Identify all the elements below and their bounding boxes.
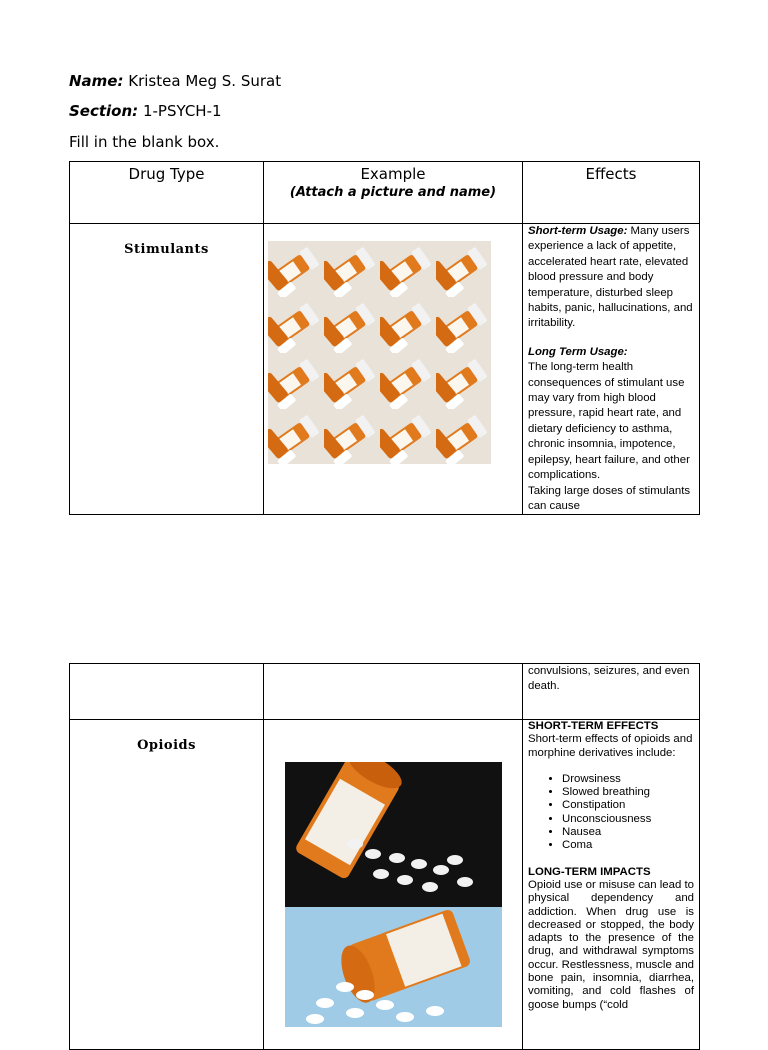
opioids-short-term-list [528, 773, 694, 853]
long-term-text-2: Taking large doses of stimulants can cause [528, 484, 691, 512]
name-line [69, 72, 281, 90]
example-header [264, 162, 523, 224]
opioids-name: Opioids [137, 738, 196, 753]
spilled-pills-bottle-photo-bottom [285, 907, 502, 1027]
drug-type-header-label: Drug Type [128, 165, 205, 183]
long-term-label: Long Term Usage: [528, 345, 628, 358]
opioids-effects-cell [523, 720, 700, 1050]
continued-empty-cell-1 [70, 664, 264, 720]
list-item: • Slowed breathing [562, 786, 694, 799]
example-header-label: Example [360, 165, 426, 183]
section-label: Section: [69, 102, 139, 120]
stimulants-name: Stimulants [124, 242, 209, 257]
continued-effects-cell [523, 664, 700, 720]
opioids-cell [70, 720, 264, 1050]
name-value: Kristea Meg S. Surat [128, 72, 282, 90]
continued-row [70, 664, 700, 720]
opioids-long-term-heading: LONG-TERM IMPACTS [528, 865, 651, 878]
opioids-short-term-heading: SHORT-TERM EFFECTS [528, 720, 659, 732]
instruction-text: Fill in the blank box. [69, 133, 220, 151]
spilled-pills-bottle-photo-top [285, 762, 502, 907]
section-value: 1-PSYCH-1 [142, 102, 222, 120]
continued-text: convulsions, seizures, and even death. [528, 665, 690, 693]
stimulants-effects-cell [523, 224, 700, 515]
table-header-row [70, 162, 700, 224]
opioids-long-term-text: Opioid use or misuse can lead to physical dependency and addiction. When drug use is decreased or stopped, the body adapts to the presence of the drug, and withdrawal symptoms occur. Restlessness, muscle and bone pain, insomnia, diarrhea, vomiting, and cold flashes of goose bumps (“cold [528, 878, 694, 1011]
opioids-example-cell [264, 720, 523, 1050]
drug-table [69, 161, 700, 515]
list-item: • Coma [562, 839, 694, 852]
opioids-row [70, 720, 700, 1050]
continued-empty-cell-2 [264, 664, 523, 720]
short-term-text: Many users experience a lack of appetite, accelerated heart rate, elevated blood pressure and body temperature, disturbed sleep habits, panic, hallucinations, and irritability. [528, 225, 693, 330]
opioids-short-term-intro: Short-term effects of opioids and morphine derivatives include: [528, 733, 693, 759]
stimulants-cell [70, 224, 264, 515]
stimulants-example-cell [264, 224, 523, 515]
long-term-text: The long-term health consequences of stimulant use may vary from high blood pressure, rapid heart rate, and dietary deficiency to asthma, chronic insomnia, impotence, epilepsy, heart failure, and other complications. [528, 361, 690, 482]
stimulants-short-term [528, 224, 694, 332]
list-item: • Constipation [562, 799, 694, 812]
effects-header-label: Effects [585, 165, 637, 183]
example-header-note: (Attach a picture and name) [289, 185, 497, 200]
list-item: • Unconsciousness [562, 813, 694, 826]
name-label: Name: [69, 72, 124, 90]
effects-header [523, 162, 700, 224]
stimulants-row [70, 224, 700, 515]
list-item: • Nausea [562, 826, 694, 839]
short-term-label: Short-term Usage: [528, 225, 628, 237]
drug-type-header [70, 162, 264, 224]
drug-table-continued [69, 663, 700, 1050]
section-line [69, 102, 222, 120]
pill-bottles-photo [268, 241, 491, 464]
list-item: • Drowsiness [562, 773, 694, 786]
